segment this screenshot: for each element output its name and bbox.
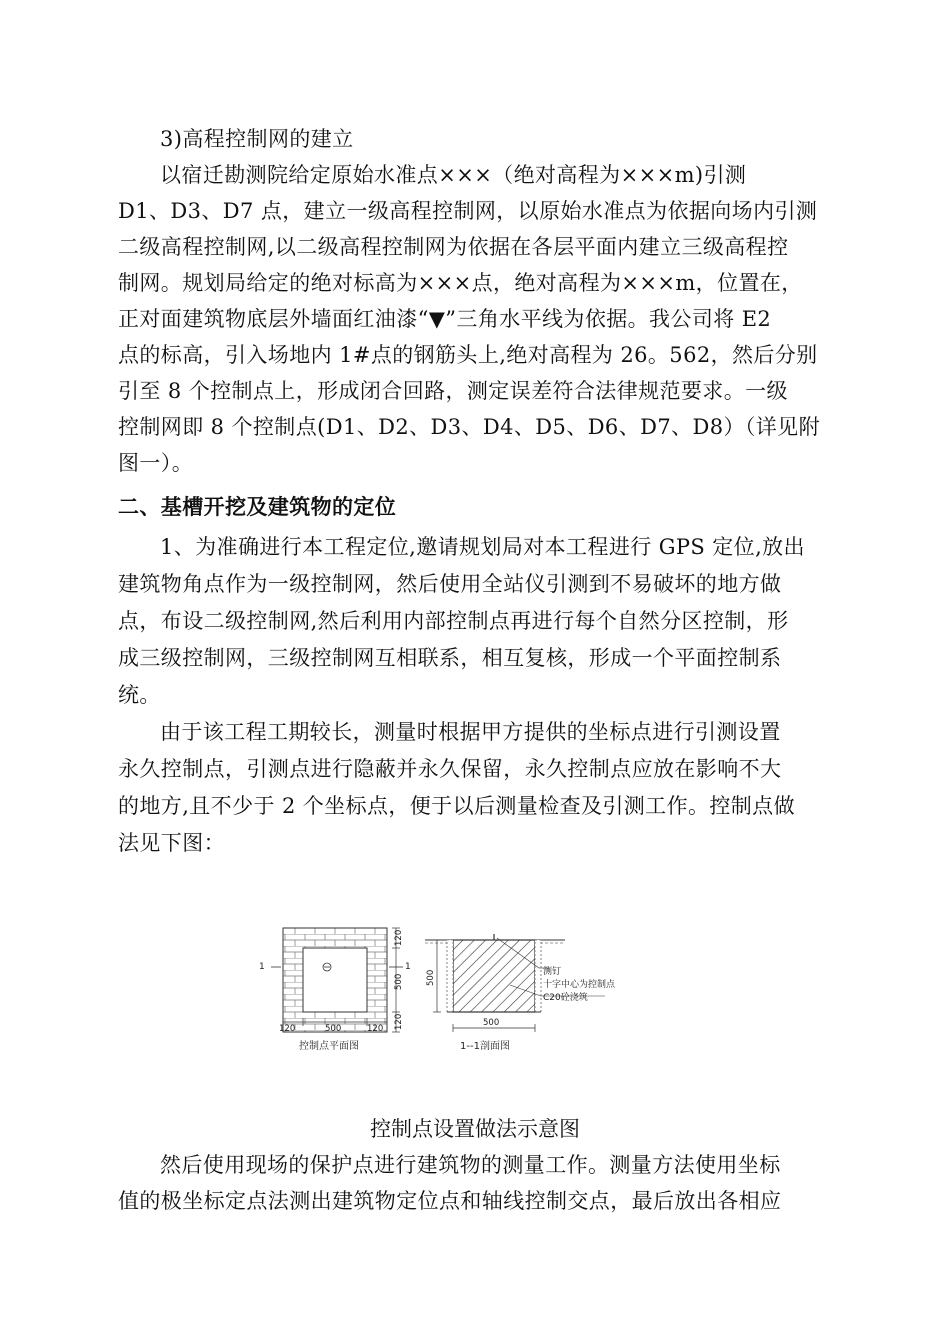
paragraph-line: 1、为准确进行本工程定位,邀请规划局对本工程进行 GPS 定位,放出 [160,535,805,559]
label-cross-center: 十字中心为控制点 [543,980,616,990]
paragraph-line: 正对面建筑物底层外墙面红油漆“▼”三角水平线为依据。我公司将 E2 [118,307,772,331]
paragraph-line: 制网。规划局给定的绝对标高为×××点，绝对高程为×××m，位置在， [118,271,803,295]
dim-500-side: 500 [394,973,404,990]
dim-500-width: 500 [483,1018,500,1028]
paragraph-line: 的地方,且不少于 2 个坐标点，便于以后测量检查及引测工作。控制点做 [118,794,795,818]
paragraph-line: 图一）。 [118,451,194,475]
dim-120-right: 120 [367,1024,384,1034]
figure-caption: 控制点设置做法示意图 [370,1117,580,1141]
plan-view [259,928,411,1052]
control-point-diagram [255,910,675,1060]
dim-500-bottom: 500 [325,1024,342,1034]
subheading-elevation-network: 3)高程控制网的建立 [160,127,354,151]
dim-120-top: 120 [394,929,404,946]
paragraph-line: 由于该工程工期较长，测量时根据甲方提供的坐标点进行引测设置 [160,720,781,744]
plan-view-caption: 控制点平面图 [299,1041,359,1052]
section-view-caption: 1--1剖面图 [460,1041,510,1052]
paragraph-line: 点的标高，引入场地内 1#点的钢筋头上,绝对高程为 26。562，然后分别 [118,343,818,367]
section-mark-right: 1 [405,962,411,972]
paragraph-line: 控制网即 8 个控制点(D1、D2、D3、D4、D5、D6、D7、D8）（详见附 [118,415,820,439]
paragraph-line: 以宿迁勘测院给定原始水准点×××（绝对高程为×××m)引测 [160,163,747,187]
paragraph-line: 成三级控制网，三级控制网互相联系，相互复核，形成一个平面控制系 [118,646,782,670]
paragraph-line: 建筑物角点作为一级控制网，然后使用全站仪引测到不易破坏的地方做 [118,572,782,596]
section-heading: 二、基槽开挖及建筑物的定位 [118,495,397,519]
paragraph-line: 然后使用现场的保护点进行建筑物的测量工作。测量方法使用坐标 [160,1153,781,1177]
paragraph-line: 值的极坐标定点法测出建筑物定位点和轴线控制交点，最后放出各相应 [118,1189,782,1213]
paragraph-line: D1、D3、D7 点，建立一级高程控制网，以原始水准点为依据向场内引测 [118,199,818,223]
paragraph-line: 统。 [118,683,161,707]
paragraph-line: 法见下图： [118,831,225,855]
paragraph-line: 引至 8 个控制点上，形成闭合回路，测定误差符合法律规范要求。一级 [118,379,788,403]
dim-120-left: 120 [279,1024,296,1034]
dim-500-depth: 500 [426,969,436,986]
paragraph-line: 点，布设二级控制网,然后利用内部控制点再进行每个自然分区控制，形 [118,609,789,633]
section-mark-left: 1 [259,962,265,972]
section-view [425,934,616,1052]
paragraph-line: 永久控制点，引测点进行隐蔽并永久保留，永久控制点应放在影响不大 [118,757,782,781]
control-point-figure [255,910,675,1060]
paragraph-line: 二级高程控制网,以二级高程控制网为依据在各层平面内建立三级高程控 [118,235,789,259]
label-c20-concrete: C20砼浇筑 [543,993,588,1003]
dim-120-bottom: 120 [394,1013,404,1030]
label-survey-nail: 测钉 [543,967,562,977]
